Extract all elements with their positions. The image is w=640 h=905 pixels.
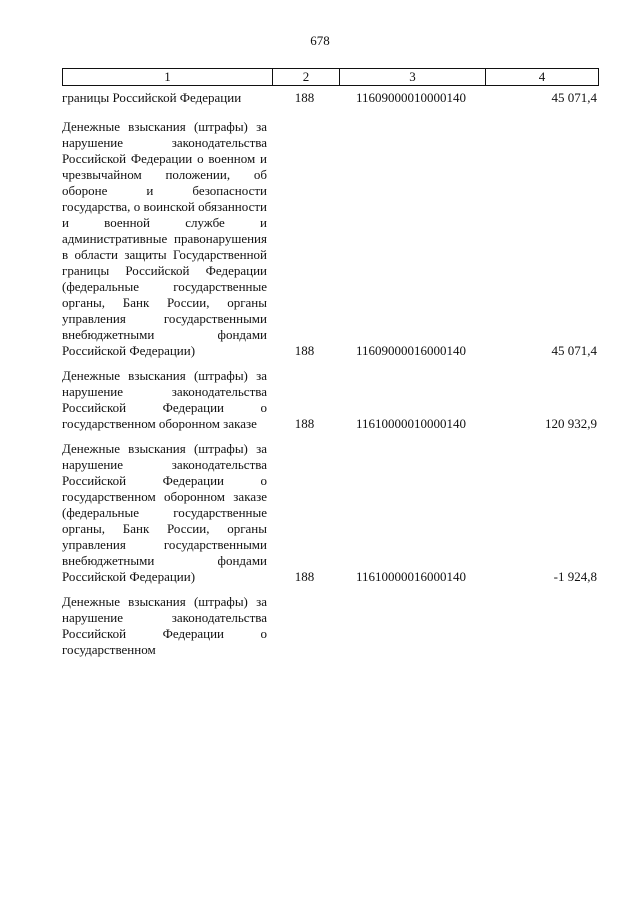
row-amount: 45 071,4 [551, 343, 597, 358]
row-admin-code: 188 [294, 569, 315, 584]
row-amount: 45 071,4 [551, 90, 597, 105]
header-col-3: 3 [339, 69, 485, 85]
table-row [62, 119, 599, 359]
header-col-1: 1 [164, 69, 171, 84]
row-amount: -1 924,8 [553, 569, 597, 584]
table-row [62, 441, 599, 585]
row-admin-code: 188 [294, 416, 315, 431]
row-name: Денежные взыскания (штрафы) за нарушение законодательства Российской Федерации о государственном оборонном заказе (федеральные государственные органы, Банк России, органы управления государственными внебюджетными фондами Российской Федерации) [62, 441, 267, 584]
header-col-2: 2 [272, 69, 339, 85]
header-col-4: 4 [485, 69, 598, 85]
row-name: Денежные взыскания (штрафы) за нарушение законодательства Российской Федерации о военном и чрезвычайном положении, об обороне и безопасности государства, о воинской обязанности и военной службе и административные правонарушения в области защиты Государственной границы Российской Федерации (федеральные государственные органы, Банк России, органы управления государственными внебюджетными фондами Российской Федерации) [62, 119, 267, 358]
row-amount: 120 932,9 [545, 416, 597, 431]
row-name: границы Российской Федерации [62, 90, 242, 105]
page-number: 678 [310, 33, 330, 48]
row-name: Денежные взыскания (штрафы) за нарушение законодательства Российской Федерации о государственном [62, 594, 267, 657]
row-kbk-code: 11610000016000140 [355, 569, 467, 584]
table-header [62, 68, 599, 86]
row-admin-code: 188 [294, 343, 315, 358]
row-kbk-code: 11609000010000140 [355, 90, 467, 105]
table-row [62, 594, 599, 658]
row-name: Денежные взыскания (штрафы) за нарушение законодательства Российской Федерации о государственном оборонном заказе [62, 368, 267, 431]
table-row [62, 368, 599, 432]
table-row [62, 90, 599, 106]
row-kbk-code: 11609000016000140 [355, 343, 467, 358]
row-admin-code: 188 [294, 90, 315, 105]
row-kbk-code: 11610000010000140 [355, 416, 467, 431]
table-body [62, 90, 599, 667]
